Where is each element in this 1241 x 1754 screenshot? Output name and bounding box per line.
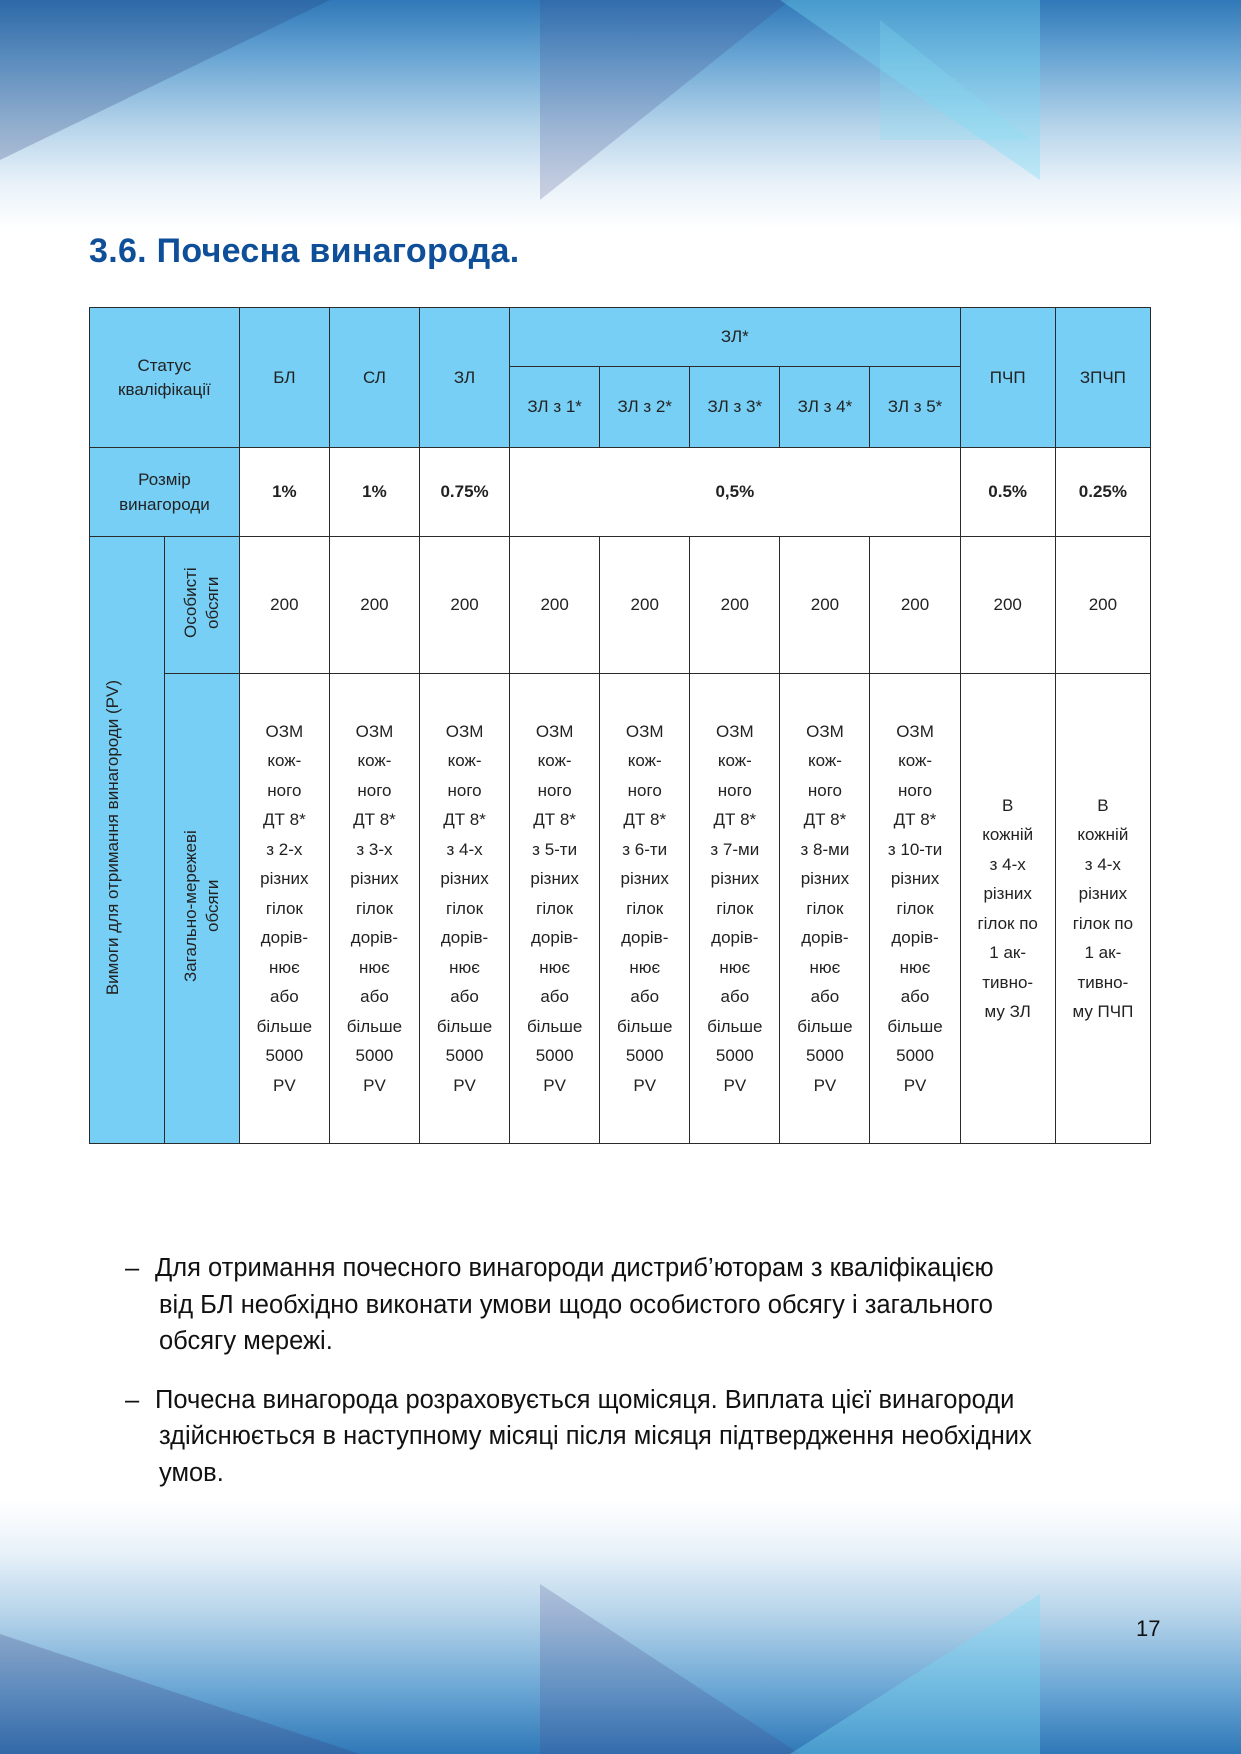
network-volume-line: з 5-ти	[532, 839, 578, 859]
subcolumn-header: ЗЛ з 1*	[510, 367, 600, 448]
network-volume-line: 5000	[806, 1046, 844, 1066]
decorative-facet	[880, 20, 1030, 140]
personal-volume-label: Особисті обсяги	[180, 567, 222, 638]
network-volume-line: кожній	[982, 825, 1034, 844]
network-volume-line: гілок	[626, 898, 664, 918]
section-title: 3.6. Почесна винагорода.	[89, 232, 520, 270]
network-volume-line: ного	[537, 780, 572, 800]
network-volume-line: нює	[629, 957, 661, 977]
network-volume-line: ного	[357, 780, 392, 800]
network-volume-line: дорів-	[440, 928, 489, 948]
note-line: умов.	[159, 1458, 224, 1487]
network-volume-line: му ПЧП	[1072, 1002, 1134, 1021]
network-volume-line: нює	[268, 957, 300, 977]
network-volume-line: більше	[256, 1016, 313, 1036]
network-volume-line: з 6-ти	[622, 839, 668, 859]
network-volume-cell	[420, 674, 510, 1144]
network-volume-cell	[239, 674, 329, 1144]
network-volume-line: з 4-х	[1084, 854, 1121, 874]
personal-volume-cell: 200	[870, 537, 960, 674]
personal-volume-row	[90, 537, 1151, 674]
network-volume-line: кож-	[898, 751, 932, 771]
network-volume-line: нює	[449, 957, 480, 977]
rate-cell: 1%	[239, 448, 329, 537]
network-volume-line: дорів-	[260, 928, 309, 948]
network-volume-line: з 2-х	[266, 839, 303, 859]
decorative-facet	[790, 1594, 1040, 1754]
network-volume-cell	[329, 674, 419, 1144]
requirements-label-cell	[90, 537, 165, 1144]
network-volume-line: 1 ак-	[989, 943, 1027, 962]
network-volume-line: різних	[440, 869, 489, 889]
network-volume-line: більше	[797, 1016, 853, 1036]
network-volume-cell	[690, 674, 780, 1144]
network-volume-line: ДТ 8*	[533, 810, 576, 830]
network-volume-line: з 7-ми	[710, 839, 760, 859]
network-volume-line: або	[540, 987, 569, 1007]
personal-volume-cell: 200	[690, 537, 780, 674]
network-volume-line: ОЗМ	[445, 721, 484, 741]
network-volume-cell	[510, 674, 600, 1144]
network-volume-line: ОЗМ	[535, 721, 574, 741]
network-volume-line: дорів-	[621, 928, 669, 948]
network-volume-line: 5000	[896, 1046, 934, 1066]
network-volume-line: гілок	[716, 898, 754, 918]
network-volume-line: кож-	[627, 751, 662, 771]
rate-cell: 1%	[329, 448, 419, 537]
network-volume-line: PV	[813, 1075, 837, 1095]
network-volume-line: ного	[717, 780, 752, 800]
network-volume-line: ного	[447, 780, 482, 800]
network-volume-line: ного	[267, 780, 302, 800]
subcolumn-header: ЗЛ з 3*	[690, 367, 780, 448]
rate-cell: 0.25%	[1055, 448, 1150, 537]
network-volume-line: або	[900, 987, 930, 1007]
network-volume-line: PV	[363, 1075, 386, 1095]
personal-volume-cell: 200	[780, 537, 870, 674]
network-volume-line: різних	[890, 869, 940, 889]
network-volume-line: кож-	[447, 751, 482, 771]
network-volume-line: нює	[359, 957, 390, 977]
network-volume-line: 5000	[265, 1046, 304, 1066]
network-volume-line: гілок по	[1072, 913, 1134, 933]
rate-cell: 0.75%	[420, 448, 510, 537]
network-volume-line: з 8-ми	[800, 839, 850, 859]
network-volume-line: ОЗМ	[355, 721, 394, 741]
network-volume-cell	[870, 674, 960, 1144]
notes-list	[125, 1250, 1130, 1513]
network-volume-line: ного	[897, 780, 933, 800]
rate-cell-group: 0,5%	[510, 448, 961, 537]
network-volume-line: тивно-	[982, 972, 1034, 992]
personal-volume-cell: 200	[600, 537, 690, 674]
network-volume-line: різних	[800, 869, 850, 889]
personal-volume-label-cell	[164, 537, 239, 674]
subcolumn-header: ЗЛ з 5*	[870, 367, 960, 448]
network-volume-line: 5000	[715, 1046, 754, 1066]
decorative-facet	[0, 0, 330, 160]
subcolumn-header: ЗЛ з 2*	[600, 367, 690, 448]
network-volume-line: ДТ 8*	[353, 810, 396, 830]
network-volume-line: гілок	[536, 898, 574, 918]
network-volume-line: 5000	[625, 1046, 664, 1066]
network-volume-line: PV	[273, 1075, 296, 1095]
network-volume-line: або	[630, 987, 660, 1007]
column-header: ЗЛ	[420, 308, 510, 448]
network-volume-line: PV	[543, 1075, 566, 1095]
network-volume-line: дорів-	[891, 928, 939, 948]
network-volume-line: ДТ 8*	[893, 810, 937, 830]
network-volume-line: В	[1002, 795, 1014, 815]
network-volume-line: 5000	[535, 1046, 574, 1066]
network-volume-line: або	[450, 987, 479, 1007]
network-volume-line: ного	[807, 780, 842, 800]
column-header: ПЧП	[960, 308, 1055, 448]
network-volume-line: гілок	[806, 898, 844, 918]
network-volume-line: кож-	[267, 751, 302, 771]
network-volume-line: ДТ 8*	[623, 810, 667, 830]
network-volume-line: PV	[903, 1075, 927, 1095]
network-volume-line: нює	[719, 957, 751, 977]
network-volume-line: ДТ 8*	[713, 810, 757, 830]
column-header: ЗПЧП	[1055, 308, 1150, 448]
network-volume-line: різних	[1078, 884, 1128, 903]
network-volume-line: з 4-х	[446, 839, 483, 859]
network-volume-line: більше	[887, 1016, 943, 1036]
rate-cell: 0.5%	[960, 448, 1055, 537]
network-volume-line: 5000	[445, 1046, 484, 1066]
network-volume-cell	[600, 674, 690, 1144]
network-volume-line: В	[1097, 795, 1109, 815]
note-line: від БЛ необхідно виконати умови щодо особистого обсягу і загального	[159, 1290, 993, 1319]
note-line: Для отримання почесного винагороди дистриб’юторам з кваліфікацією	[155, 1254, 994, 1282]
requirements-label: Вимоги для отримання винагороди (PV)	[102, 679, 122, 996]
rate-row	[90, 448, 1151, 537]
network-volume-line: PV	[633, 1075, 657, 1095]
network-volume-line: різних	[350, 869, 399, 889]
network-volume-line: різних	[620, 869, 669, 889]
network-volume-line: дорів-	[350, 928, 399, 948]
network-volume-line: кож-	[807, 751, 842, 771]
header-background	[0, 0, 1241, 230]
network-volume-line: більше	[526, 1016, 583, 1036]
network-volume-line: ДТ 8*	[263, 810, 306, 830]
network-volume-line: дорів-	[801, 928, 849, 948]
network-volume-line: або	[270, 987, 299, 1007]
network-volume-line: ного	[627, 780, 662, 800]
network-volume-cell	[960, 674, 1055, 1144]
note-line: обсягу мережі.	[159, 1327, 333, 1355]
rate-row-label-cell	[90, 448, 240, 537]
table-header-row	[90, 308, 1151, 367]
network-volume-cell	[780, 674, 870, 1144]
network-volume-line: гілок	[896, 898, 934, 918]
network-volume-line: тивно-	[1077, 972, 1129, 992]
network-volume-line: або	[720, 987, 750, 1007]
network-volume-line: або	[360, 987, 389, 1007]
decorative-facet	[0, 1634, 360, 1754]
network-volume-line: дорів-	[530, 928, 579, 948]
network-volume-line: більше	[346, 1016, 403, 1036]
note-item	[125, 1250, 1130, 1360]
decorative-facet	[540, 0, 790, 200]
network-volume-line: кож-	[537, 751, 572, 771]
network-volume-line: ОЗМ	[265, 721, 304, 741]
group-header: ЗЛ*	[510, 308, 961, 367]
network-volume-cell	[1055, 674, 1150, 1144]
network-volume-line: різних	[983, 884, 1032, 903]
network-volume-line: нює	[809, 957, 841, 977]
subcolumn-header: ЗЛ з 4*	[780, 367, 870, 448]
personal-volume-cell: 200	[510, 537, 600, 674]
network-volume-line: різних	[530, 869, 579, 889]
network-volume-line: різних	[260, 869, 309, 889]
network-volume-line: або	[810, 987, 840, 1007]
network-volume-line: ОЗМ	[625, 721, 664, 741]
network-volume-line: гілок по	[977, 913, 1038, 933]
page-number: 17	[1136, 1616, 1161, 1641]
network-volume-line: 1 ак-	[1084, 943, 1122, 962]
personal-volume-cell: 200	[329, 537, 419, 674]
network-volume-line: ОЗМ	[896, 721, 934, 741]
network-volume-line: гілок	[265, 898, 303, 918]
network-volume-line: PV	[723, 1075, 747, 1095]
column-header: СЛ	[329, 308, 419, 448]
network-volume-line: ОЗМ	[716, 721, 754, 741]
network-volume-line: ОЗМ	[806, 721, 844, 741]
network-volume-line: кож-	[717, 751, 752, 771]
network-volume-line: гілок	[355, 898, 393, 918]
network-volume-line: гілок	[446, 898, 484, 918]
status-header-label: Статус кваліфікації	[118, 355, 211, 399]
network-volume-line: різних	[710, 869, 760, 889]
network-volume-line: кожній	[1077, 825, 1129, 844]
personal-volume-cell: 200	[960, 537, 1055, 674]
network-volume-line: з 10-ти	[887, 839, 943, 859]
network-volume-line: ДТ 8*	[443, 810, 486, 830]
decorative-facet	[540, 1584, 800, 1754]
personal-volume-cell: 200	[420, 537, 510, 674]
network-volume-label-cell	[164, 674, 239, 1144]
network-volume-row	[90, 674, 1151, 1144]
network-volume-label: Загально-мережеві обсяги	[180, 830, 222, 982]
reward-table	[89, 307, 1151, 1144]
network-volume-line: му ЗЛ	[984, 1002, 1031, 1021]
footer-background	[0, 1500, 1241, 1754]
note-item	[125, 1382, 1130, 1492]
network-volume-line: 5000	[355, 1046, 394, 1066]
network-volume-line: нює	[539, 957, 571, 977]
rate-row-label: Розмір винагороди	[119, 470, 210, 514]
network-volume-line: кож-	[357, 751, 392, 771]
network-volume-line: ДТ 8*	[803, 810, 847, 830]
personal-volume-cell: 200	[239, 537, 329, 674]
personal-volume-cell: 200	[1055, 537, 1150, 674]
column-header: БЛ	[239, 308, 329, 448]
network-volume-line: більше	[617, 1016, 673, 1036]
network-volume-line: більше	[707, 1016, 763, 1036]
network-volume-line: дорів-	[711, 928, 759, 948]
network-volume-line: з 4-х	[989, 854, 1026, 874]
network-volume-line: більше	[436, 1016, 493, 1036]
network-volume-line: з 3-х	[356, 839, 393, 859]
note-line: здійснюється в наступному місяці після місяця підтвердження необхідних	[159, 1422, 1032, 1450]
network-volume-line: PV	[453, 1075, 476, 1095]
network-volume-line: нює	[899, 957, 931, 977]
note-dash: –	[125, 1254, 140, 1282]
note-dash: –	[125, 1385, 140, 1414]
status-header-cell	[90, 308, 240, 448]
note-line: Почесна винагорода розраховується щомісяця. Виплата цієї винагороди	[155, 1385, 1015, 1414]
